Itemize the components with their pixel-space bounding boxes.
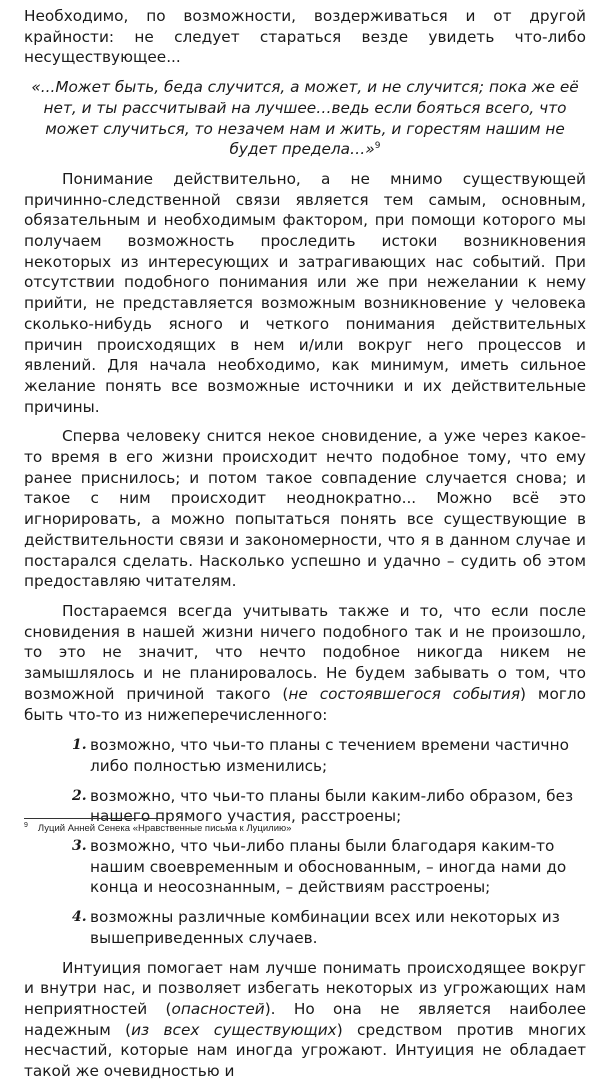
footnote-reference[interactable]: 9 <box>374 141 381 152</box>
paragraph-dreams: Сперва человеку снится некое сновидение, а уже через какое-то время в его жизни происходит нечто подобное тому, что ему ранее приснилось; и потом такое совпадение случается снова; и такое с ним происходит неоднократно... Можно всё это игнорировать, а можно попытаться понять все существующие в действительности связи и закономерности, что я в данном случае и постарался сделать. Насколько успешно и удачно – судить об этом предоставляю читателям. <box>24 427 586 591</box>
paragraph-intuition-text-1: Интуиция помогает нам лучше понимать происходящее вокруг и внутри нас, и позволяет избегать некоторых из угрожающих нам неприятностей ( <box>24 958 586 1018</box>
list-item-number: 3. <box>72 838 87 855</box>
document-page <box>24 6 586 1082</box>
paragraph-causality: Понимание действительно, а не мнимо существующей причинно-следственной связи является тем самым, основным, обязательным и необходимым фактором, при помощи которого мы получаем возможность проследить истоки возникновения некоторых из интересующих и затрагивающих нас событий. При отсутствии подобного понимания или же при нежелании к нему прийти, не представляется возможным возникновение у человека сколько-нибудь ясного и четкого понимания действительных причин происходящих в нем и/или вокруг него процессов и явлений. Для начала необходимо, как минимум, иметь сильное желание понять все возможные источники и их действительные причины. <box>24 169 586 416</box>
paragraph-planning <box>24 601 586 725</box>
paragraph-intuition-text-3: ) средством против многих несчастий, которые нам иногда угрожают. Интуиция не обладает такой же очевидностью и <box>24 1020 586 1081</box>
list-item-number: 2. <box>72 787 87 804</box>
list-item-text: возможно, что чьи-то планы были каким-либо образом, без нашего прямого участия, расстроены; <box>90 786 574 826</box>
footnote-mark: 9 <box>24 822 28 829</box>
paragraph-intuition-text-2: ). Но она не является наиболее надежным ( <box>24 999 586 1039</box>
list-item-number: 1. <box>72 737 87 754</box>
list-item <box>24 836 586 898</box>
paragraph-intuition-emphasis-2: из всех существующих <box>131 1020 337 1039</box>
list-item-number: 4. <box>72 909 87 926</box>
footnote <box>24 822 584 834</box>
reasons-list <box>24 735 586 948</box>
list-item-text: возможно, что чьи-либо планы были благодаря каким-то нашим своевременным и обоснованным, – иногда нами до конца и неосознанным, – действиям расстроены; <box>90 837 567 897</box>
list-item-text: возможны различные комбинации всех или некоторых из вышеприведенных случаев. <box>90 908 560 947</box>
paragraph-planning-text-2: ) могло быть что-то из нижеперечисленного: <box>24 684 586 724</box>
list-item <box>24 786 586 827</box>
paragraph-intuition <box>24 958 586 1082</box>
paragraph-planning-emphasis: не состоявшегося события <box>288 684 521 703</box>
footnote-text: Луций Анней Сенека «Нравственные письма к Луцилию» <box>37 823 292 835</box>
paragraph-intuition-emphasis-1: опасностей <box>171 999 265 1018</box>
quote-text: «...Может быть, беда случится, а может, и не случится; пока же её нет, и ты рассчитывай на лучшее…ведь если бояться всего, что может случиться, то незачем нам и жить, и горестям нашим не будет предела…» <box>31 78 579 159</box>
list-item <box>24 907 586 948</box>
footnote-divider <box>24 818 164 819</box>
list-item-text: возможно, что чьи-то планы с течением времени частично либо полностью изменились; <box>90 736 569 775</box>
list-item <box>24 735 586 776</box>
intro-paragraph: Необходимо, по возможности, воздерживаться и от другой крайности: не следует стараться везде увидеть что-либо несуществующее... <box>24 7 586 67</box>
seneca-quote <box>24 77 586 160</box>
paragraph-planning-text-1: Постараемся всегда учитывать также и то, что если после сновидения в нашей жизни ничего подобного так и не произошло, то это не значит, что нечто подобное никогда никем не замышлялось и не планировалось. Не будем забывать о том, что возможной причиной такого ( <box>24 601 586 703</box>
